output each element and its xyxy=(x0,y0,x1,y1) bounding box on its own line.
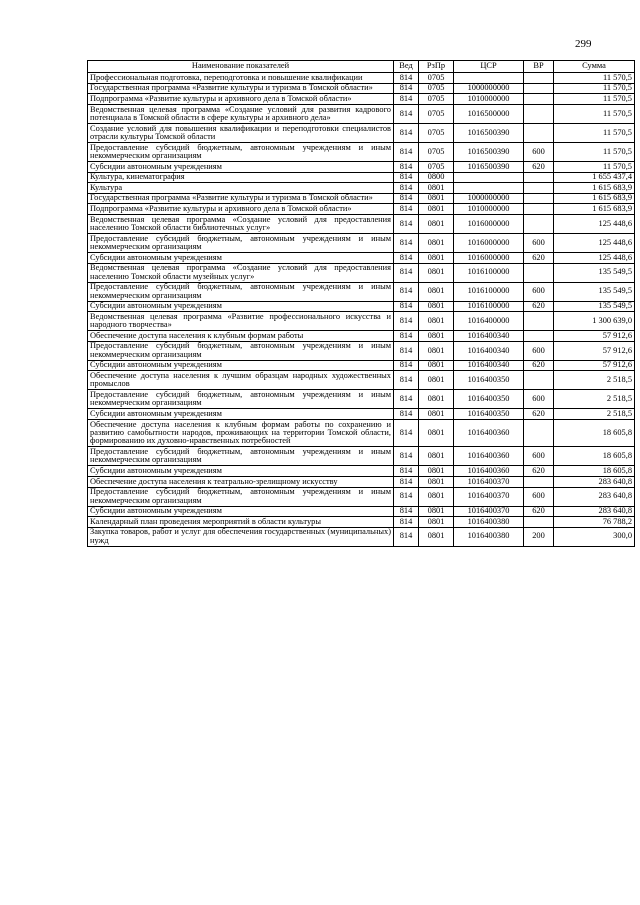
cell-ved: 814 xyxy=(394,104,419,123)
cell-name: Субсидии автономным учреждениям xyxy=(88,409,394,420)
cell-ved: 814 xyxy=(394,476,419,487)
cell-rzpr: 0801 xyxy=(419,282,454,301)
cell-name: Культура xyxy=(88,183,394,194)
cell-csr: 1016100000 xyxy=(454,263,524,282)
cell-rzpr: 0801 xyxy=(419,331,454,342)
cell-vr: 620 xyxy=(524,466,554,477)
table-row xyxy=(88,83,635,94)
cell-rzpr: 0801 xyxy=(419,360,454,371)
table-row xyxy=(88,94,635,105)
cell-csr: 1016400350 xyxy=(454,371,524,390)
cell-sum: 18 605,8 xyxy=(554,466,635,477)
cell-csr: 1016400370 xyxy=(454,506,524,517)
cell-name: Профессиональная подготовка, переподготовка и повышение квалификации xyxy=(88,73,394,84)
cell-rzpr: 0801 xyxy=(419,252,454,263)
cell-sum: 57 912,6 xyxy=(554,360,635,371)
cell-sum: 135 549,5 xyxy=(554,301,635,312)
cell-ved: 814 xyxy=(394,301,419,312)
cell-csr: 1016400350 xyxy=(454,390,524,409)
cell-rzpr: 0801 xyxy=(419,263,454,282)
table-row xyxy=(88,476,635,487)
cell-ved: 814 xyxy=(394,73,419,84)
cell-sum: 11 570,5 xyxy=(554,161,635,172)
cell-rzpr: 0705 xyxy=(419,142,454,161)
cell-name: Создание условий для повышения квалификации и переподготовки специалистов отрасли культуры Томской области xyxy=(88,123,394,142)
cell-vr xyxy=(524,172,554,183)
cell-ved: 814 xyxy=(394,312,419,331)
cell-sum: 2 518,5 xyxy=(554,371,635,390)
cell-rzpr: 0705 xyxy=(419,161,454,172)
cell-ved: 814 xyxy=(394,204,419,215)
cell-csr: 1016400360 xyxy=(454,447,524,466)
cell-csr: 1016100000 xyxy=(454,301,524,312)
cell-sum: 11 570,5 xyxy=(554,94,635,105)
cell-ved: 814 xyxy=(394,506,419,517)
cell-vr: 620 xyxy=(524,161,554,172)
table-row xyxy=(88,193,635,204)
cell-sum: 11 570,5 xyxy=(554,142,635,161)
column-header-vr: ВР xyxy=(524,61,554,73)
cell-vr: 200 xyxy=(524,527,554,546)
cell-rzpr: 0801 xyxy=(419,527,454,546)
cell-name: Ведомственная целевая программа «Создание условий для развития кадрового потенциала в Томской области в сфере культуры и архивного дела» xyxy=(88,104,394,123)
cell-sum: 283 640,8 xyxy=(554,476,635,487)
cell-name: Предоставление субсидий бюджетным, автономным учреждениям и иным некоммерческим организациям xyxy=(88,233,394,252)
cell-csr: 1016400380 xyxy=(454,517,524,528)
cell-sum: 1 615 683,9 xyxy=(554,193,635,204)
cell-ved: 814 xyxy=(394,341,419,360)
cell-vr: 600 xyxy=(524,390,554,409)
cell-csr: 1016400360 xyxy=(454,419,524,446)
table-row xyxy=(88,252,635,263)
cell-ved: 814 xyxy=(394,123,419,142)
table-row xyxy=(88,142,635,161)
cell-vr xyxy=(524,73,554,84)
cell-ved: 814 xyxy=(394,466,419,477)
cell-name: Субсидии автономным учреждениям xyxy=(88,161,394,172)
cell-name: Субсидии автономным учреждениям xyxy=(88,466,394,477)
cell-sum: 135 549,5 xyxy=(554,282,635,301)
cell-vr: 600 xyxy=(524,233,554,252)
cell-csr: 1016400360 xyxy=(454,466,524,477)
cell-name: Календарный план проведения мероприятий в области культуры xyxy=(88,517,394,528)
cell-rzpr: 0801 xyxy=(419,390,454,409)
column-header-sum: Сумма xyxy=(554,61,635,73)
cell-vr xyxy=(524,312,554,331)
table-row xyxy=(88,331,635,342)
cell-csr xyxy=(454,73,524,84)
cell-ved: 814 xyxy=(394,193,419,204)
cell-ved: 814 xyxy=(394,517,419,528)
cell-sum: 2 518,5 xyxy=(554,390,635,409)
cell-rzpr: 0801 xyxy=(419,233,454,252)
page-number: 299 xyxy=(575,38,592,50)
cell-vr xyxy=(524,104,554,123)
cell-name: Культура, кинематография xyxy=(88,172,394,183)
cell-rzpr: 0801 xyxy=(419,517,454,528)
cell-name: Субсидии автономным учреждениям xyxy=(88,506,394,517)
cell-rzpr: 0801 xyxy=(419,487,454,506)
cell-name: Обеспечение доступа населения к театрально-зрелищному искусству xyxy=(88,476,394,487)
cell-vr: 600 xyxy=(524,447,554,466)
cell-sum: 283 640,8 xyxy=(554,506,635,517)
cell-csr: 1016400370 xyxy=(454,476,524,487)
cell-name: Закупка товаров, работ и услуг для обеспечения государственных (муниципальных) нужд xyxy=(88,527,394,546)
cell-sum: 125 448,6 xyxy=(554,252,635,263)
cell-csr: 1010000000 xyxy=(454,204,524,215)
table-row xyxy=(88,214,635,233)
table-row xyxy=(88,104,635,123)
table-row xyxy=(88,517,635,528)
cell-sum: 135 549,5 xyxy=(554,263,635,282)
cell-ved: 814 xyxy=(394,83,419,94)
cell-vr xyxy=(524,204,554,215)
cell-ved: 814 xyxy=(394,419,419,446)
table-row xyxy=(88,263,635,282)
cell-csr: 1016400340 xyxy=(454,331,524,342)
cell-csr: 1016400350 xyxy=(454,409,524,420)
cell-csr: 1016400380 xyxy=(454,527,524,546)
cell-rzpr: 0801 xyxy=(419,193,454,204)
cell-rzpr: 0800 xyxy=(419,172,454,183)
table-row xyxy=(88,183,635,194)
cell-rzpr: 0801 xyxy=(419,204,454,215)
cell-rzpr: 0801 xyxy=(419,466,454,477)
cell-rzpr: 0801 xyxy=(419,214,454,233)
cell-sum: 1 300 639,0 xyxy=(554,312,635,331)
cell-rzpr: 0801 xyxy=(419,183,454,194)
cell-vr xyxy=(524,517,554,528)
cell-ved: 814 xyxy=(394,409,419,420)
table-row xyxy=(88,204,635,215)
cell-vr xyxy=(524,94,554,105)
cell-rzpr: 0801 xyxy=(419,476,454,487)
cell-name: Субсидии автономным учреждениям xyxy=(88,252,394,263)
table-row xyxy=(88,341,635,360)
cell-vr: 620 xyxy=(524,360,554,371)
column-header-name: Наименование показателей xyxy=(88,61,394,73)
cell-name: Предоставление субсидий бюджетным, автономным учреждениям и иным некоммерческим организациям xyxy=(88,282,394,301)
cell-vr: 600 xyxy=(524,282,554,301)
cell-vr: 600 xyxy=(524,341,554,360)
table-row xyxy=(88,390,635,409)
cell-vr xyxy=(524,183,554,194)
cell-ved: 814 xyxy=(394,390,419,409)
cell-ved: 814 xyxy=(394,360,419,371)
cell-name: Обеспечение доступа населения к клубным формам работы по сохранению и развитию самобытности народов, проживающих на территории Томской области, формированию их духовно-нравственных потребностей xyxy=(88,419,394,446)
cell-name: Ведомственная целевая программа «Создание условий для предоставления населению Томской области музейных услуг» xyxy=(88,263,394,282)
table-row xyxy=(88,172,635,183)
cell-ved: 814 xyxy=(394,263,419,282)
cell-vr xyxy=(524,214,554,233)
cell-csr: 1016000000 xyxy=(454,214,524,233)
cell-csr: 1016500390 xyxy=(454,161,524,172)
cell-rzpr: 0801 xyxy=(419,371,454,390)
cell-rzpr: 0801 xyxy=(419,409,454,420)
cell-sum: 11 570,5 xyxy=(554,123,635,142)
cell-rzpr: 0801 xyxy=(419,447,454,466)
cell-sum: 1 615 683,9 xyxy=(554,204,635,215)
header-row xyxy=(88,61,635,73)
cell-vr xyxy=(524,193,554,204)
table-row xyxy=(88,233,635,252)
cell-sum: 1 615 683,9 xyxy=(554,183,635,194)
cell-csr: 1016500390 xyxy=(454,123,524,142)
cell-name: Обеспечение доступа населения к лучшим образцам народных художественных промыслов xyxy=(88,371,394,390)
cell-name: Подпрограмма «Развитие культуры и архивного дела в Томской области» xyxy=(88,204,394,215)
cell-sum: 76 788,2 xyxy=(554,517,635,528)
cell-ved: 814 xyxy=(394,527,419,546)
cell-vr xyxy=(524,263,554,282)
table-row xyxy=(88,312,635,331)
cell-rzpr: 0705 xyxy=(419,123,454,142)
cell-name: Ведомственная целевая программа «Развитие профессионального искусства и народного творчества» xyxy=(88,312,394,331)
cell-ved: 814 xyxy=(394,447,419,466)
cell-sum: 11 570,5 xyxy=(554,83,635,94)
cell-vr xyxy=(524,371,554,390)
cell-ved: 814 xyxy=(394,252,419,263)
cell-sum: 18 605,8 xyxy=(554,419,635,446)
cell-sum: 11 570,5 xyxy=(554,104,635,123)
cell-name: Ведомственная целевая программа «Создание условий для предоставления населению Томской области библиотечных услуг» xyxy=(88,214,394,233)
cell-ved: 814 xyxy=(394,214,419,233)
cell-sum: 125 448,6 xyxy=(554,214,635,233)
cell-ved: 814 xyxy=(394,487,419,506)
cell-sum: 11 570,5 xyxy=(554,73,635,84)
cell-sum: 57 912,6 xyxy=(554,341,635,360)
cell-rzpr: 0801 xyxy=(419,506,454,517)
cell-csr: 1000000000 xyxy=(454,83,524,94)
cell-ved: 814 xyxy=(394,183,419,194)
budget-table xyxy=(87,60,635,547)
table-row xyxy=(88,301,635,312)
cell-rzpr: 0801 xyxy=(419,312,454,331)
cell-vr: 620 xyxy=(524,506,554,517)
cell-sum: 57 912,6 xyxy=(554,331,635,342)
cell-rzpr: 0801 xyxy=(419,341,454,360)
table-row xyxy=(88,73,635,84)
cell-ved: 814 xyxy=(394,161,419,172)
cell-sum: 18 605,8 xyxy=(554,447,635,466)
table-row xyxy=(88,506,635,517)
table-row xyxy=(88,123,635,142)
cell-rzpr: 0705 xyxy=(419,73,454,84)
cell-csr xyxy=(454,183,524,194)
table-row xyxy=(88,371,635,390)
table-header xyxy=(88,61,635,73)
table-row xyxy=(88,419,635,446)
table-row xyxy=(88,161,635,172)
cell-csr: 1010000000 xyxy=(454,94,524,105)
cell-vr xyxy=(524,331,554,342)
table-row xyxy=(88,360,635,371)
cell-name: Предоставление субсидий бюджетным, автономным учреждениям и иным некоммерческим организациям xyxy=(88,447,394,466)
cell-rzpr: 0801 xyxy=(419,419,454,446)
cell-ved: 814 xyxy=(394,94,419,105)
table-row xyxy=(88,282,635,301)
cell-name: Государственная программа «Развитие культуры и туризма в Томской области» xyxy=(88,193,394,204)
cell-vr xyxy=(524,476,554,487)
table-row xyxy=(88,447,635,466)
table-row xyxy=(88,527,635,546)
cell-name: Предоставление субсидий бюджетным, автономным учреждениям и иным некоммерческим организациям xyxy=(88,390,394,409)
cell-csr: 1016000000 xyxy=(454,233,524,252)
cell-rzpr: 0705 xyxy=(419,94,454,105)
cell-rzpr: 0801 xyxy=(419,301,454,312)
cell-name: Предоставление субсидий бюджетным, автономным учреждениям и иным некоммерческим организациям xyxy=(88,341,394,360)
cell-vr: 620 xyxy=(524,301,554,312)
cell-ved: 814 xyxy=(394,233,419,252)
cell-csr xyxy=(454,172,524,183)
cell-name: Обеспечение доступа населения к клубным формам работы xyxy=(88,331,394,342)
cell-sum: 125 448,6 xyxy=(554,233,635,252)
cell-csr: 1016400340 xyxy=(454,360,524,371)
column-header-csr: ЦСР xyxy=(454,61,524,73)
cell-sum: 1 655 437,4 xyxy=(554,172,635,183)
cell-sum: 300,0 xyxy=(554,527,635,546)
cell-name: Субсидии автономным учреждениям xyxy=(88,360,394,371)
cell-csr: 1016000000 xyxy=(454,252,524,263)
table-row xyxy=(88,466,635,477)
cell-csr: 1016400000 xyxy=(454,312,524,331)
cell-ved: 814 xyxy=(394,282,419,301)
cell-vr: 620 xyxy=(524,409,554,420)
cell-csr: 1016500000 xyxy=(454,104,524,123)
cell-ved: 814 xyxy=(394,331,419,342)
column-header-ved: Вед xyxy=(394,61,419,73)
cell-name: Субсидии автономным учреждениям xyxy=(88,301,394,312)
cell-vr xyxy=(524,123,554,142)
cell-ved: 814 xyxy=(394,371,419,390)
table-row xyxy=(88,487,635,506)
cell-vr: 620 xyxy=(524,252,554,263)
cell-csr: 1016100000 xyxy=(454,282,524,301)
cell-name: Предоставление субсидий бюджетным, автономным учреждениям и иным некоммерческим организациям xyxy=(88,142,394,161)
cell-csr: 1016500390 xyxy=(454,142,524,161)
cell-vr: 600 xyxy=(524,487,554,506)
column-header-rzpr: РзПр xyxy=(419,61,454,73)
cell-name: Подпрограмма «Развитие культуры и архивного дела в Томской области» xyxy=(88,94,394,105)
cell-vr xyxy=(524,419,554,446)
cell-csr: 1016400370 xyxy=(454,487,524,506)
cell-sum: 2 518,5 xyxy=(554,409,635,420)
cell-sum: 283 640,8 xyxy=(554,487,635,506)
cell-ved: 814 xyxy=(394,172,419,183)
cell-vr: 600 xyxy=(524,142,554,161)
cell-csr: 1000000000 xyxy=(454,193,524,204)
cell-csr: 1016400340 xyxy=(454,341,524,360)
cell-vr xyxy=(524,83,554,94)
cell-rzpr: 0705 xyxy=(419,83,454,94)
table-row xyxy=(88,409,635,420)
cell-name: Предоставление субсидий бюджетным, автономным учреждениям и иным некоммерческим организациям xyxy=(88,487,394,506)
cell-rzpr: 0705 xyxy=(419,104,454,123)
cell-name: Государственная программа «Развитие культуры и туризма в Томской области» xyxy=(88,83,394,94)
table-body xyxy=(88,73,635,547)
cell-ved: 814 xyxy=(394,142,419,161)
